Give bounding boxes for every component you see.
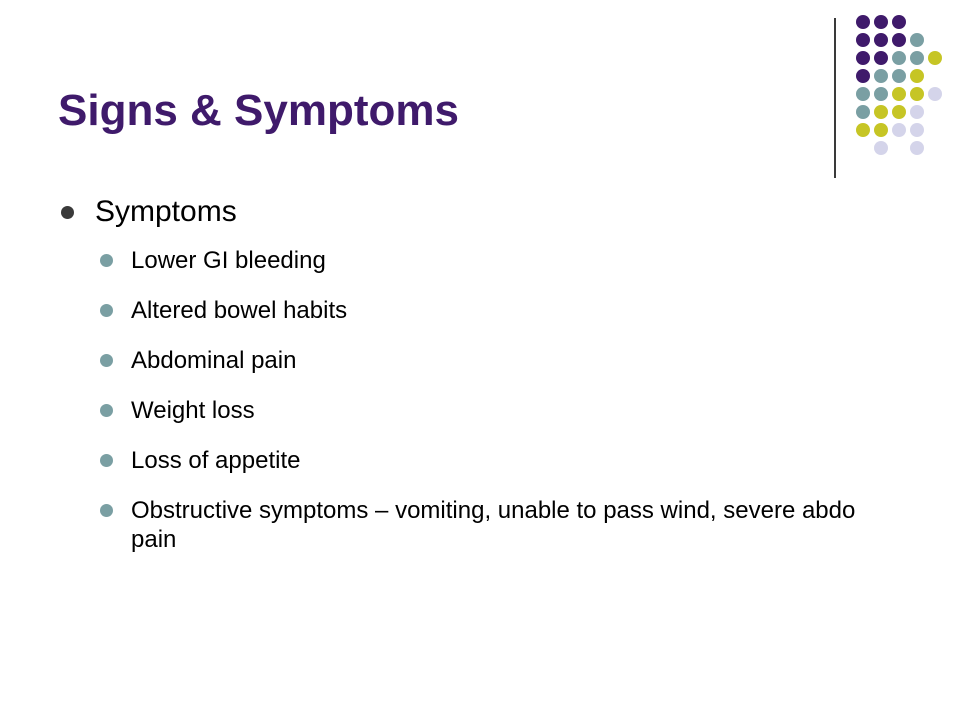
- dot: [856, 123, 870, 137]
- dot: [892, 123, 906, 137]
- bullet-list-level1: [60, 194, 237, 230]
- list-item: [98, 296, 898, 325]
- list-item-label: Loss of appetite: [131, 447, 301, 474]
- dot: [856, 87, 870, 101]
- dot: [874, 15, 888, 29]
- dot: [910, 33, 924, 47]
- dot: [874, 51, 888, 65]
- dot: [910, 105, 924, 119]
- dot: [874, 33, 888, 47]
- list-item-label: Lower GI bleeding: [131, 247, 326, 274]
- dot: [874, 105, 888, 119]
- list-item: [98, 496, 898, 554]
- list-item-label: Weight loss: [131, 397, 255, 424]
- bullet-dot-icon: [100, 354, 113, 367]
- list-item: [98, 396, 898, 425]
- bullet-dot-icon: [100, 454, 113, 467]
- dot: [856, 15, 870, 29]
- dot: [856, 51, 870, 65]
- dot: [910, 69, 924, 83]
- dot: [892, 51, 906, 65]
- dot: [856, 69, 870, 83]
- bullet-dot-icon: [100, 304, 113, 317]
- dot: [874, 123, 888, 137]
- bullet-dot-icon: [100, 404, 113, 417]
- list-item: [60, 194, 237, 230]
- list-item-label: Abdominal pain: [131, 347, 297, 374]
- dot: [856, 105, 870, 119]
- dot: [892, 87, 906, 101]
- dot: [874, 141, 888, 155]
- dot: [928, 87, 942, 101]
- dot: [856, 33, 870, 47]
- bullet-dot-icon: [61, 206, 74, 219]
- dot: [892, 33, 906, 47]
- slide-title: Signs & Symptoms: [58, 86, 459, 135]
- dot: [892, 15, 906, 29]
- list-item-label: Obstructive symptoms – vomiting, unable to pass wind, severe abdo pain: [131, 497, 856, 553]
- dot: [874, 87, 888, 101]
- bullet-dot-icon: [100, 254, 113, 267]
- list-item: [98, 246, 898, 275]
- list-item: [98, 446, 898, 475]
- dot: [874, 69, 888, 83]
- vertical-divider: [834, 18, 836, 178]
- list-item: [98, 346, 898, 375]
- list-item-label: Symptoms: [95, 195, 237, 228]
- dot: [910, 51, 924, 65]
- dot: [892, 69, 906, 83]
- dot: [910, 87, 924, 101]
- dot: [928, 51, 942, 65]
- bullet-list-level2: [98, 246, 898, 575]
- dot: [910, 123, 924, 137]
- bullet-dot-icon: [100, 504, 113, 517]
- dot: [892, 105, 906, 119]
- dot: [910, 141, 924, 155]
- list-item-label: Altered bowel habits: [131, 297, 348, 324]
